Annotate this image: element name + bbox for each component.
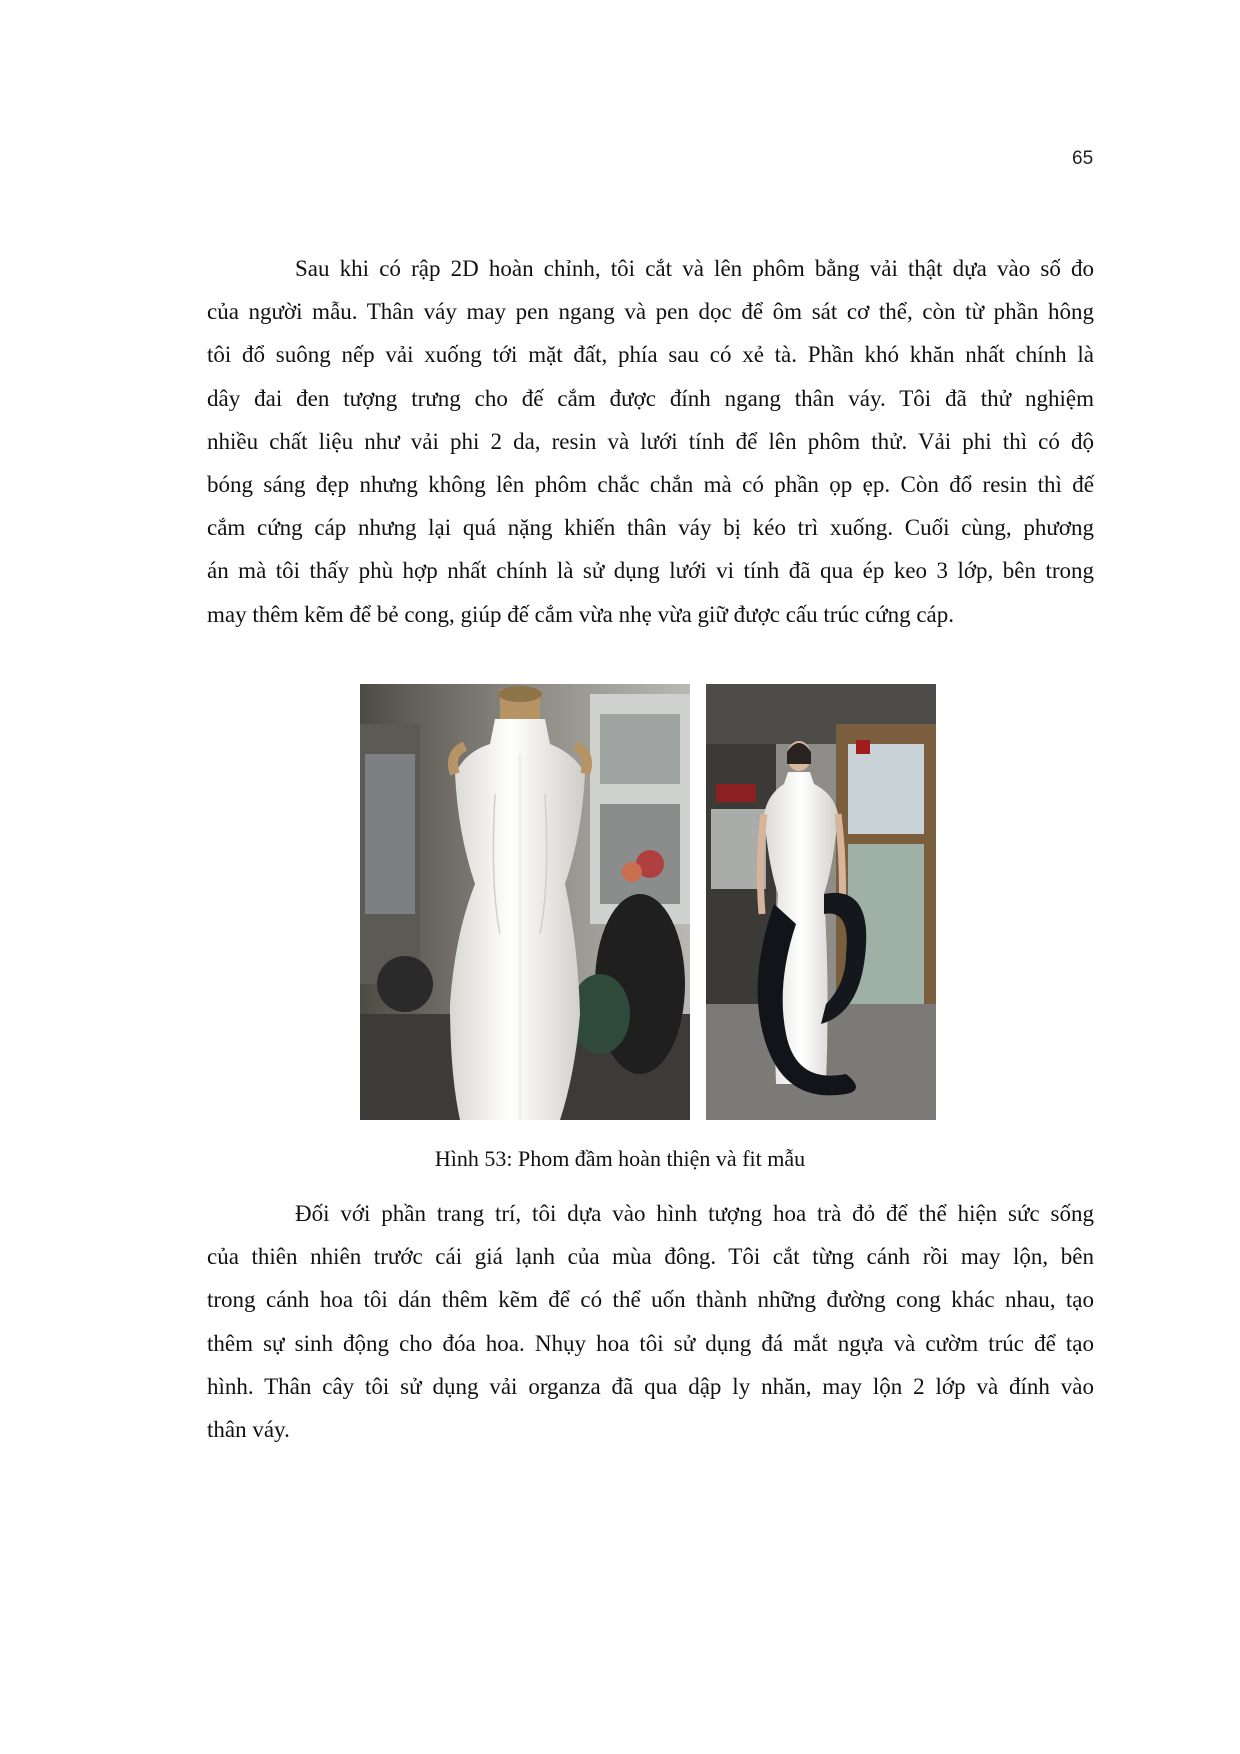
paragraph-line: dây đai đen tượng trưng cho đế cắm được đính ngang thân váy. Tôi đã thử nghiệm — [207, 385, 1094, 411]
page-number: 65 — [1072, 148, 1094, 169]
mannequin-dress-photo — [360, 684, 690, 1120]
paragraph-line: trong cánh hoa tôi dán thêm kẽm để có thể uốn thành những đường cong khác nhau, tạo — [207, 1287, 1094, 1313]
paragraph-line: của thiên nhiên trước cái giá lạnh của mùa đông. Tôi cắt từng cánh rồi may lộn, bên — [207, 1244, 1094, 1270]
paragraph-line: thêm sự sinh động cho đóa hoa. Nhụy hoa tôi sử dụng đá mắt ngựa và cườm trúc để tạo — [207, 1330, 1094, 1356]
paragraph-line: thân váy. — [207, 1417, 290, 1443]
paragraph-line: tôi đổ suông nếp vải xuống tới mặt đất, phía sau có xẻ tà. Phần khó khăn nhất chính là — [207, 342, 1094, 368]
paragraph-line: của người mẫu. Thân váy may pen ngang và pen dọc để ôm sát cơ thể, còn từ phần hông — [207, 299, 1094, 325]
paragraph-1 — [207, 247, 1094, 636]
paragraph-line: hình. Thân cây tôi sử dụng vải organza đã qua dập ly nhăn, may lộn 2 lớp và đính vào — [207, 1373, 1094, 1399]
paragraph-2 — [207, 1192, 1094, 1451]
figure-caption: Hình 53: Phom đầm hoàn thiện và fit mẫu — [434, 1146, 806, 1171]
paragraph-line: nhiều chất liệu như vải phi 2 da, resin và lưới tính để lên phôm thử. Vải phi thì có độ — [207, 428, 1094, 454]
paragraph-line: án mà tôi thấy phù hợp nhất chính là sử dụng lưới vi tính đã qua ép keo 3 lớp, bên trong — [207, 558, 1094, 584]
paragraph-line: Đối với phần trang trí, tôi dựa vào hình tượng hoa trà đỏ để thể hiện sức sống — [295, 1201, 1094, 1226]
paragraph-line: Sau khi có rập 2D hoàn chỉnh, tôi cắt và lên phôm bằng vải thật dựa vào số đo — [295, 256, 1094, 281]
paragraph-line: may thêm kẽm để bẻ cong, giúp đế cắm vừa nhẹ vừa giữ được cấu trúc cứng cáp. — [207, 601, 954, 627]
paragraph-line: bóng sáng đẹp nhưng không lên phôm chắc chắn mà có phần ọp ẹp. Còn đổ resin thì đế — [207, 472, 1094, 498]
model-fitting-photo — [706, 684, 936, 1120]
paragraph-line: cắm cứng cáp nhưng lại quá nặng khiến thân váy bị kéo trì xuống. Cuối cùng, phương — [207, 515, 1094, 541]
